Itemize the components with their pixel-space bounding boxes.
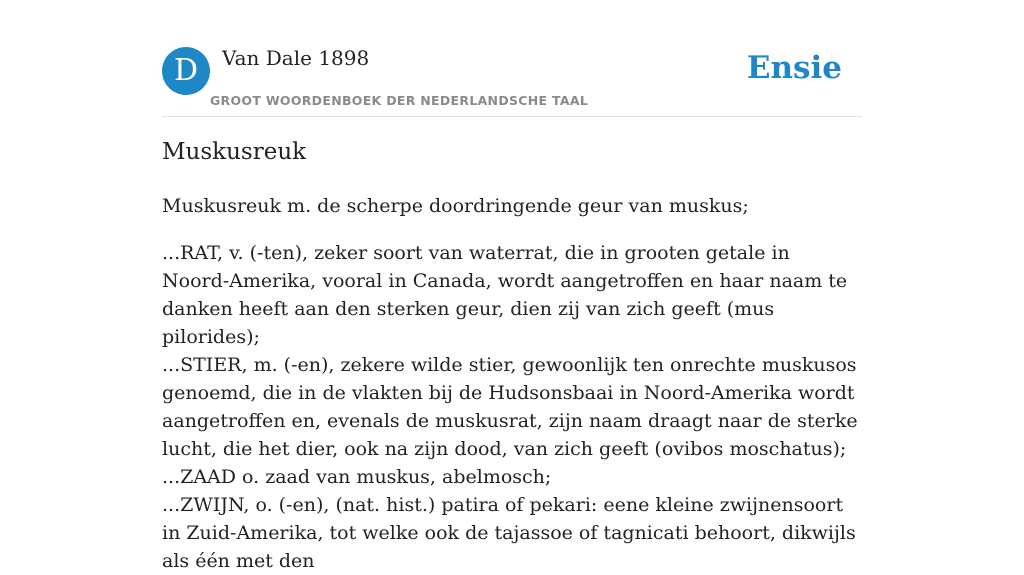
entry-definition: Muskusreuk m. de scherpe doordringende geur van muskus;	[162, 195, 749, 217]
dictionary-logo[interactable]: D	[162, 47, 210, 95]
dictionary-header	[162, 0, 862, 117]
dictionary-subtitle: GROOT WOORDENBOEK DER NEDERLANDSCHE TAAL	[210, 93, 589, 108]
ensie-logo-link[interactable]: Ensie	[746, 50, 842, 86]
subentry-zaad: ...ZAAD o. zaad van muskus, abelmosch;	[162, 466, 552, 488]
subentry-zwijn: ...ZWIJN, o. (-en), (nat. hist.) patira of pekari: eene kleine zwijnensoort in Zuid-Amerika, tot welke ook de tajassoe of tagnicati behoort, dikwijls als één met den	[162, 494, 856, 572]
subentry-stier: ...STIER, m. (-en), zekere wilde stier, gewoonlijk ten onrechte muskusos genoemd, die in de vlakten bij de Hudsonsbaai in Noord-Amerika wordt aangetroffen en, evenals de muskusrat, zijn naam draagt naar de sterke lucht, die het dier, ook na zijn dood, van zich geeft (ovibos moschatus);	[162, 354, 858, 460]
entry-title: Muskusreuk	[162, 139, 307, 165]
dictionary-title[interactable]: Van Dale 1898	[222, 46, 370, 70]
page-content	[162, 0, 862, 572]
subentry-rat: ...RAT, v. (-ten), zeker soort van waterrat, die in grooten getale in Noord-Amerika, vooral in Canada, wordt aangetroffen en haar naam te danken heeft aan den sterken geur, dien zij van zich geeft (mus pilorides);	[162, 242, 848, 348]
entry-body	[162, 192, 862, 575]
